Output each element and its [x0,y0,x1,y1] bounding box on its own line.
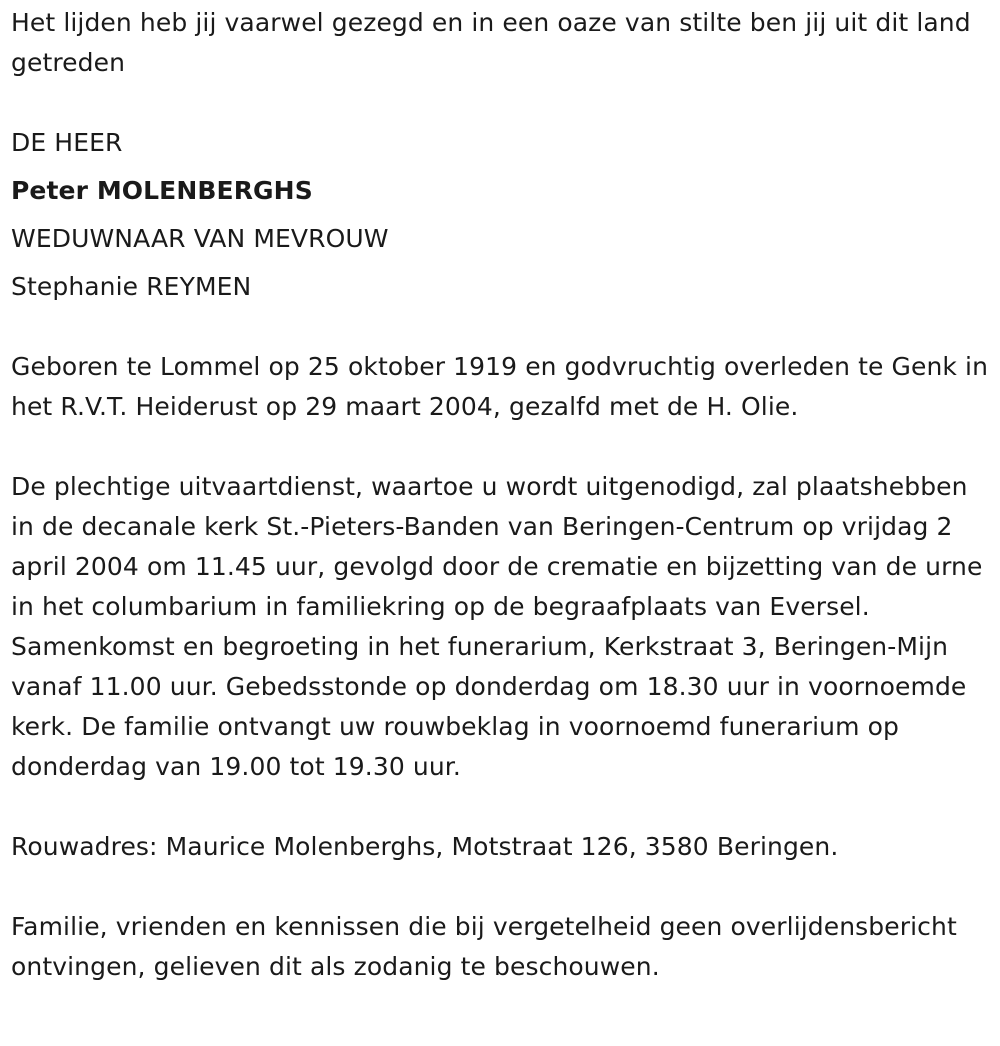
birth-death-text: Geboren te Lommel op 25 oktober 1919 en godvruchtig overleden te Genk in het R.V.T. Heiderust op 29 maart 2004, gezalfd met de H. Olie. [11,352,989,421]
service-text: De plechtige uitvaartdienst, waartoe u wordt uitgenodigd, zal plaatshebben in de decanale kerk St.-Pieters-Banden van Beringen-Centrum op vrijdag 2 april 2004 om 11.45 uur, gevolgd door de crematie en bijzetting van de urne in het columbarium in familiekring op de begraafplaats van Eversel. Samenkomst en begroeting in het funerarium, Kerkstraat 3, Beringen-Mijn vanaf 11.00 uur. Gebedsstonde op donderdag om 18.30 uur in voornoemde kerk. De familie ontvangt uw rouwbeklag in voornoemd funerarium op donderdag van 19.00 tot 19.30 uur. [11,472,983,781]
spacer [11,787,991,827]
relation-text: WEDUWNAAR VAN MEVROUW [11,224,389,253]
intro-text: Het lijden heb jij vaarwel gezegd en in een oaze van stilte ben jij uit dit land getreden [11,8,971,77]
spacer [11,867,991,907]
spouse-name: Stephanie REYMEN [11,272,252,301]
deceased-name: Peter MOLENBERGHS [11,176,313,205]
obituary-notice [11,3,991,987]
address-text: Rouwadres: Maurice Molenberghs, Motstraat 126, 3580 Beringen. [11,832,839,861]
closing-text: Familie, vrienden en kennissen die bij vergetelheid geen overlijdensbericht ontvingen, gelieven dit als zodanig te beschouwen. [11,912,957,981]
title-text: DE HEER [11,128,123,157]
spacer [11,427,991,467]
spacer [11,83,991,123]
spacer [11,307,991,347]
